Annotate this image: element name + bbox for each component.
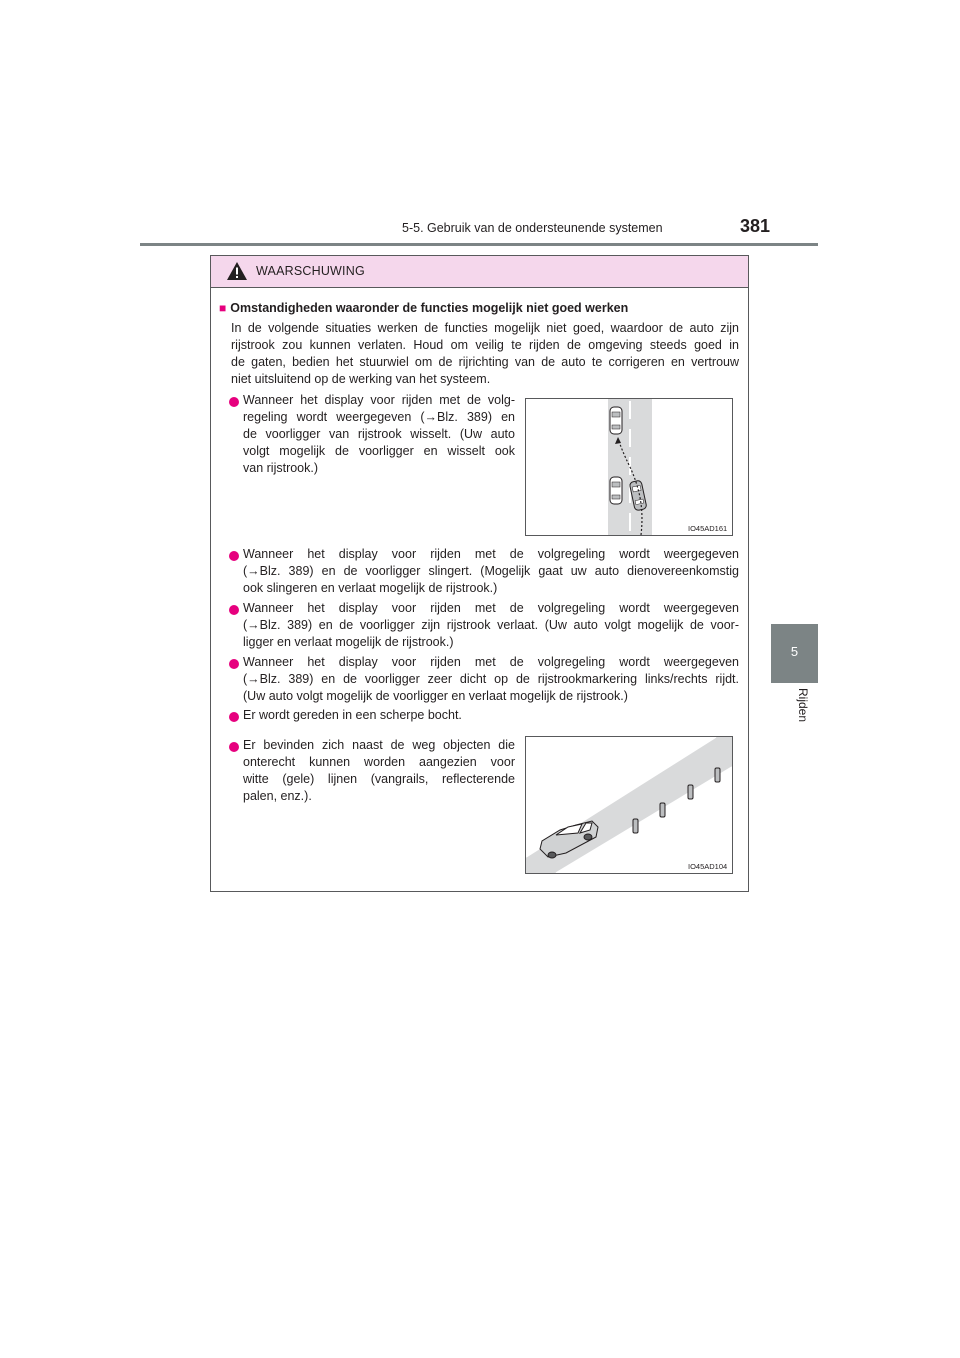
chapter-label: Rijden	[796, 688, 810, 723]
warning-title: WAARSCHUWING	[256, 264, 365, 278]
text-line: niet uitsluitend op de werking van het systeem.	[231, 372, 491, 386]
text-line: (Uw auto volgt mogelijk de voorligger en verlaat mogelijk de rijstrook.)	[243, 689, 628, 703]
warning-header	[211, 256, 748, 288]
bullet-icon	[229, 605, 239, 615]
figure-code: IO45AD161	[688, 524, 728, 533]
square-bullet-icon: ■	[219, 301, 227, 315]
text-line: Wanneer het display voor rijden met de volgregeling wordt weergegeven	[243, 655, 739, 669]
text-line: de gaten, bedien het stuurwiel om de rijrichting van de auto te corrigeren en vertrouw	[231, 355, 739, 369]
text-line: In de volgende situaties werken de functies mogelijk niet goed, waardoor de auto zijn	[231, 321, 739, 335]
bullet-icon	[229, 551, 239, 561]
text-line: regeling wordt weergegeven (→Blz. 389) en	[243, 410, 515, 424]
text-line: volgt mogelijk de voorligger en wisselt ook	[243, 444, 515, 458]
text-line: van rijstrook.)	[243, 461, 319, 475]
text-line: witte (gele) lijnen (vangrails, reflecterende	[243, 772, 515, 786]
warning-box	[210, 255, 749, 892]
bullet-icon	[229, 742, 239, 752]
text-line: palen, enz.).	[243, 789, 312, 803]
section-heading	[219, 301, 628, 315]
figure-code: IO45AD104	[688, 862, 728, 871]
text-line: Wanneer het display voor rijden met de volgregeling wordt weergegeven	[243, 547, 739, 561]
header-section-title: 5-5. Gebruik van de ondersteunende systemen	[402, 221, 663, 235]
page-number: 381	[740, 216, 771, 236]
road-posts-illustration	[526, 737, 732, 873]
bullet-icon	[229, 397, 239, 407]
text-line: ook slingeren en verlaat mogelijk de rijstrook.)	[243, 581, 498, 595]
text-line: onterecht kunnen worden aangezien voor	[243, 755, 515, 769]
text-line: Er bevinden zich naast de weg objecten die	[243, 738, 515, 752]
chapter-tab: 5	[771, 624, 818, 683]
text-line: (→Blz. 389) en de voorligger slingert. (Mogelijk gaat uw auto dienovereenkomstig	[243, 564, 739, 578]
bullet-icon	[229, 659, 239, 669]
bullet-paragraph-3	[243, 600, 739, 651]
text-line: (→Blz. 389) en de voorligger zijn rijstrook verlaat. (Uw auto volgt mogelijk de voor-	[243, 618, 739, 632]
intro-paragraph	[231, 320, 739, 388]
text-line: rijstrook zou kunnen verlaten. Houd om veilig te rijden de omgeving steeds goed in	[231, 338, 739, 352]
bullet-paragraph-2	[243, 546, 739, 597]
bullet-paragraph-1	[243, 392, 515, 477]
bullet-icon	[229, 712, 239, 722]
text-line: (→Blz. 389) en de voorligger zeer dicht op de rijstrookmarkering links/rechts rijdt.	[243, 672, 739, 686]
bullet-paragraph-6	[243, 737, 515, 805]
lane-change-illustration	[526, 399, 732, 535]
section-heading-text: Omstandigheden waaronder de functies mogelijk niet goed werken	[230, 301, 629, 315]
text-line: Wanneer het display voor rijden met de volg-	[243, 393, 515, 407]
header-rule	[140, 243, 818, 246]
text-line: Wanneer het display voor rijden met de volgregeling wordt weergegeven	[243, 601, 739, 615]
figure-road-posts	[525, 736, 733, 874]
bullet-paragraph-5	[243, 707, 739, 724]
warning-triangle-icon	[226, 261, 248, 281]
bullet-paragraph-4	[243, 654, 739, 705]
text-line: ligger en verlaat mogelijk de rijstrook.)	[243, 635, 454, 649]
text-line: Er wordt gereden in een scherpe bocht.	[243, 708, 462, 722]
text-line: de voorligger van rijstrook wisselt. (Uw auto	[243, 427, 515, 441]
figure-lane-change	[525, 398, 733, 536]
